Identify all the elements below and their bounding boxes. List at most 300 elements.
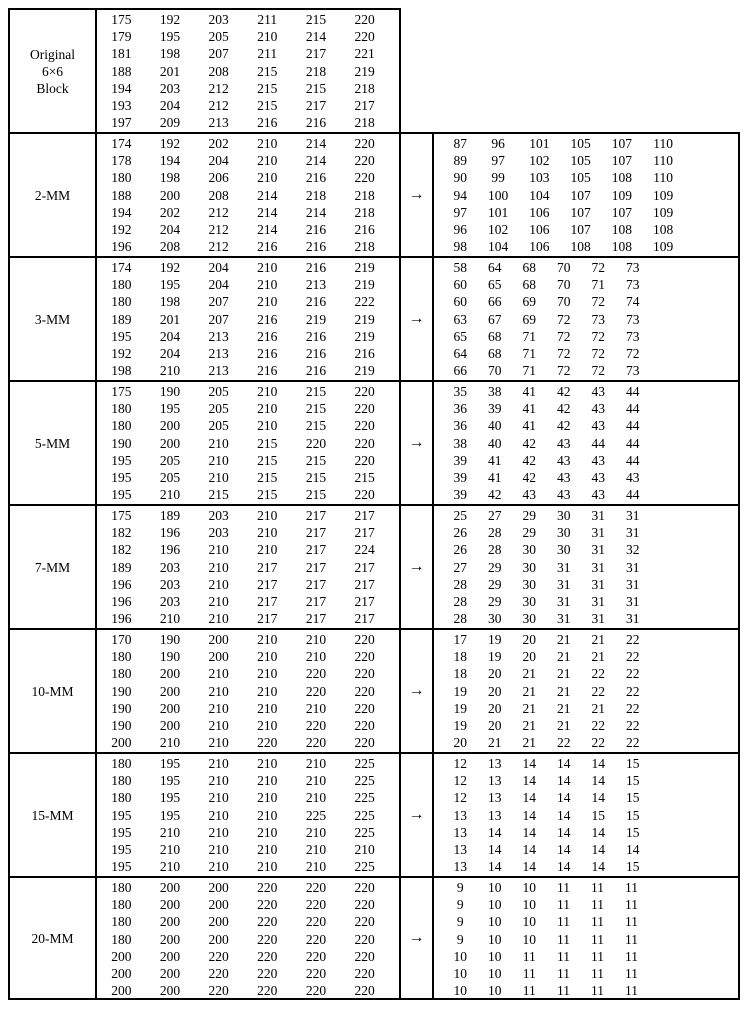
pixel-value-cell: 19 bbox=[453, 683, 467, 699]
right-arrow-icon: → bbox=[408, 682, 425, 699]
pixel-value-cell: 69 bbox=[522, 294, 536, 310]
pixel-value-cell: 20 bbox=[453, 735, 467, 751]
matrix-row bbox=[443, 807, 650, 824]
pixel-value-cell: 43 bbox=[591, 487, 605, 503]
pixel-value-cell: 43 bbox=[557, 435, 571, 451]
matrix-row bbox=[443, 507, 650, 524]
pixel-value-cell: 180 bbox=[111, 880, 132, 895]
pixel-value-cell: 203 bbox=[208, 12, 229, 27]
pixel-value-cell: 14 bbox=[557, 824, 571, 840]
pixel-value-cell: 220 bbox=[354, 718, 375, 734]
pixel-value-cell: 194 bbox=[111, 80, 132, 96]
pixel-value-cell: 30 bbox=[557, 508, 571, 523]
pixel-value-cell: 42 bbox=[522, 470, 536, 486]
pixel-value-cell: 210 bbox=[208, 842, 229, 858]
pixel-value-cell: 220 bbox=[305, 931, 327, 947]
pixel-value-cell: 215 bbox=[305, 401, 327, 417]
pixel-value-cell: 210 bbox=[159, 611, 181, 627]
pixel-value-cell: 106 bbox=[529, 222, 550, 238]
pixel-value-cell: 44 bbox=[626, 435, 640, 451]
pixel-value-cell: 217 bbox=[305, 98, 327, 114]
pixel-value-cell: 15 bbox=[626, 859, 640, 875]
pixel-value-cell: 210 bbox=[208, 824, 229, 840]
matrix-row bbox=[443, 400, 650, 417]
pixel-value-cell: 68 bbox=[488, 328, 502, 344]
pixel-value-cell: 220 bbox=[354, 948, 375, 964]
pixel-value-cell: 174 bbox=[111, 136, 132, 151]
pixel-value-cell: 11 bbox=[591, 948, 604, 964]
pixel-value-cell: 10 bbox=[453, 948, 467, 964]
pixel-value-cell: 205 bbox=[159, 470, 181, 486]
pixel-value-cell: 217 bbox=[257, 576, 278, 592]
pixel-value-cell: 28 bbox=[453, 611, 467, 627]
pixel-value-cell: 41 bbox=[488, 452, 502, 468]
pixel-value-cell: 109 bbox=[653, 204, 674, 220]
pixel-value-cell: 195 bbox=[111, 487, 132, 503]
pixel-value-cell: 215 bbox=[257, 435, 278, 451]
pixel-value-cell: 10 bbox=[488, 931, 502, 947]
matrix-row bbox=[97, 700, 389, 717]
pixel-value-cell: 203 bbox=[208, 525, 229, 541]
matrix-row bbox=[97, 858, 389, 875]
pixel-value-cell: 22 bbox=[626, 718, 640, 734]
matrix-row bbox=[443, 755, 650, 772]
pixel-value-cell: 216 bbox=[257, 363, 278, 379]
pixel-value-cell: 68 bbox=[522, 277, 536, 293]
pixel-value-cell: 200 bbox=[159, 948, 181, 964]
pixel-value-cell: 97 bbox=[491, 153, 505, 169]
original-values-block bbox=[97, 10, 401, 132]
pixel-value-cell: 217 bbox=[305, 611, 327, 627]
pixel-value-cell: 210 bbox=[305, 773, 327, 789]
pixel-value-cell: 21 bbox=[557, 632, 571, 647]
pixel-value-cell: 195 bbox=[159, 756, 181, 771]
matrix-row bbox=[97, 982, 389, 998]
matrix-row bbox=[443, 824, 650, 841]
pixel-value-cell: 210 bbox=[257, 718, 278, 734]
pixel-value-cell: 204 bbox=[208, 153, 229, 169]
pixel-value-cell: 200 bbox=[111, 735, 132, 751]
arrow-cell bbox=[401, 878, 434, 998]
pixel-value-cell: 210 bbox=[208, 773, 229, 789]
pixel-value-cell: 210 bbox=[257, 859, 278, 875]
pixel-value-cell: 103 bbox=[529, 170, 550, 186]
pixel-value-cell: 11 bbox=[557, 983, 570, 998]
matrix-row bbox=[443, 311, 650, 328]
pixel-value-cell: 31 bbox=[557, 576, 571, 592]
pixel-value-cell: 21 bbox=[557, 666, 571, 682]
pixel-value-cell: 68 bbox=[488, 346, 502, 362]
left-value-matrix bbox=[97, 755, 389, 875]
pixel-value-cell: 210 bbox=[208, 735, 229, 751]
pixel-value-cell: 217 bbox=[305, 46, 327, 62]
pixel-value-cell: 216 bbox=[257, 115, 278, 131]
matrix-row bbox=[443, 648, 650, 665]
pixel-value-cell: 110 bbox=[653, 136, 673, 151]
matrix-row bbox=[443, 789, 650, 806]
pixel-value-cell: 175 bbox=[111, 12, 132, 27]
pixel-value-cell: 220 bbox=[354, 632, 375, 647]
right-value-matrix bbox=[443, 879, 649, 998]
pixel-value-cell: 43 bbox=[522, 487, 536, 503]
pixel-value-cell: 210 bbox=[305, 790, 327, 806]
pixel-value-cell: 105 bbox=[570, 153, 591, 169]
pixel-value-cell: 106 bbox=[529, 239, 550, 255]
pixel-value-cell: 214 bbox=[257, 222, 278, 238]
pixel-value-cell: 195 bbox=[111, 859, 132, 875]
pixel-value-cell: 188 bbox=[111, 63, 132, 79]
pixel-value-cell: 21 bbox=[488, 735, 502, 751]
pixel-value-cell: 15 bbox=[626, 773, 640, 789]
pixel-value-cell: 210 bbox=[257, 807, 278, 823]
block-label bbox=[10, 10, 97, 132]
pixel-value-cell: 11 bbox=[625, 897, 638, 913]
pixel-value-cell: 195 bbox=[111, 842, 132, 858]
right-value-matrix bbox=[443, 631, 650, 751]
right-arrow-icon: → bbox=[408, 929, 425, 946]
pixel-value-cell: 210 bbox=[257, 773, 278, 789]
matrix-row bbox=[97, 648, 389, 665]
pixel-value-cell: 210 bbox=[257, 384, 278, 399]
pixel-value-cell: 20 bbox=[488, 718, 502, 734]
pixel-value-cell: 220 bbox=[208, 983, 229, 998]
matrix-row bbox=[443, 204, 684, 221]
pixel-value-cell: 210 bbox=[159, 363, 181, 379]
pixel-value-cell: 10 bbox=[453, 983, 467, 998]
pixel-value-cell: 218 bbox=[354, 204, 375, 220]
pixel-value-cell: 22 bbox=[626, 700, 640, 716]
pixel-value-cell: 220 bbox=[305, 683, 327, 699]
original-values-block bbox=[97, 506, 401, 628]
pixel-value-cell: 11 bbox=[625, 983, 638, 998]
pixel-value-cell: 9 bbox=[456, 897, 464, 913]
pixel-value-cell: 108 bbox=[653, 222, 674, 238]
pixel-value-cell: 22 bbox=[591, 718, 605, 734]
pixel-value-cell: 11 bbox=[557, 914, 570, 930]
pixel-value-cell: 225 bbox=[354, 756, 375, 771]
pixel-value-cell: 200 bbox=[159, 983, 181, 998]
row-group-20-mm bbox=[8, 876, 740, 1000]
pixel-value-cell: 29 bbox=[522, 525, 536, 541]
arrow-cell bbox=[401, 134, 434, 256]
block-label-line: 10-MM bbox=[31, 683, 74, 699]
pixel-value-cell: 19 bbox=[488, 649, 502, 665]
matrix-row bbox=[443, 221, 684, 238]
pixel-value-cell: 198 bbox=[159, 46, 181, 62]
pixel-value-cell: 65 bbox=[488, 277, 502, 293]
pixel-value-cell: 216 bbox=[305, 260, 327, 275]
matrix-row bbox=[97, 11, 389, 28]
matrix-row bbox=[443, 559, 650, 576]
pixel-value-cell: 43 bbox=[557, 452, 571, 468]
pixel-value-cell: 190 bbox=[159, 649, 181, 665]
pixel-value-cell: 210 bbox=[208, 542, 229, 558]
block-label bbox=[10, 630, 97, 752]
pixel-value-cell: 21 bbox=[557, 683, 571, 699]
pixel-value-cell: 203 bbox=[159, 80, 181, 96]
pixel-value-cell: 214 bbox=[305, 29, 327, 45]
pixel-value-cell: 30 bbox=[522, 594, 536, 610]
pixel-value-cell: 210 bbox=[305, 700, 327, 716]
pixel-value-cell: 215 bbox=[208, 487, 229, 503]
pixel-value-cell: 210 bbox=[257, 508, 278, 523]
pixel-value-cell: 69 bbox=[522, 311, 536, 327]
pixel-value-cell: 220 bbox=[354, 29, 375, 45]
original-values-block bbox=[97, 258, 401, 380]
pixel-value-cell: 217 bbox=[354, 576, 375, 592]
pixel-value-cell: 64 bbox=[453, 346, 467, 362]
pixel-value-cell: 43 bbox=[591, 384, 605, 399]
pixel-value-cell: 27 bbox=[488, 508, 502, 523]
matrix-row bbox=[443, 576, 650, 593]
matrix-row bbox=[443, 135, 684, 152]
pixel-value-cell: 108 bbox=[570, 239, 591, 255]
pixel-value-cell: 220 bbox=[354, 384, 375, 399]
pixel-value-cell: 44 bbox=[591, 435, 605, 451]
matrix-row bbox=[97, 187, 389, 204]
pixel-value-cell: 194 bbox=[159, 153, 181, 169]
pixel-value-cell: 109 bbox=[653, 187, 674, 203]
pixel-value-cell: 22 bbox=[626, 649, 640, 665]
pixel-value-cell: 220 bbox=[354, 401, 375, 417]
pixel-value-cell: 217 bbox=[305, 542, 327, 558]
matrix-row bbox=[97, 63, 389, 80]
pixel-value-cell: 44 bbox=[626, 384, 640, 399]
matrix-row bbox=[443, 417, 650, 434]
pixel-value-cell: 190 bbox=[111, 435, 132, 451]
pixel-value-cell: 189 bbox=[159, 508, 181, 523]
pixel-value-cell: 174 bbox=[111, 260, 132, 275]
pixel-value-cell: 11 bbox=[591, 983, 604, 998]
original-values-block bbox=[97, 754, 401, 876]
matrix-row bbox=[97, 435, 389, 452]
matrix-row bbox=[443, 931, 649, 948]
pixel-value-cell: 215 bbox=[305, 12, 327, 27]
pixel-value-cell: 203 bbox=[208, 508, 229, 523]
pixel-value-cell: 42 bbox=[522, 435, 536, 451]
pixel-value-cell: 212 bbox=[208, 80, 229, 96]
pixel-value-cell: 204 bbox=[159, 98, 181, 114]
pixel-value-cell: 210 bbox=[305, 632, 327, 647]
matrix-row bbox=[443, 772, 650, 789]
pixel-value-cell: 25 bbox=[453, 508, 467, 523]
pixel-value-cell: 200 bbox=[159, 897, 181, 913]
matrix-row bbox=[97, 114, 389, 131]
pixel-value-cell: 30 bbox=[522, 542, 536, 558]
pixel-value-cell: 31 bbox=[591, 525, 605, 541]
pixel-value-cell: 73 bbox=[591, 311, 605, 327]
matrix-row bbox=[97, 238, 389, 255]
pixel-value-cell: 200 bbox=[159, 700, 181, 716]
pixel-value-cell: 14 bbox=[591, 773, 605, 789]
arrow-cell bbox=[401, 382, 434, 504]
pixel-value-cell: 180 bbox=[111, 418, 132, 434]
pixel-value-cell: 210 bbox=[257, 756, 278, 771]
pixel-value-cell: 180 bbox=[111, 401, 132, 417]
right-value-matrix bbox=[443, 383, 650, 503]
pixel-value-cell: 216 bbox=[257, 328, 278, 344]
row-group-7-mm bbox=[8, 504, 740, 628]
matrix-row bbox=[97, 755, 389, 772]
pixel-value-cell: 220 bbox=[257, 880, 278, 895]
pixel-value-cell: 210 bbox=[257, 401, 278, 417]
pixel-value-cell: 60 bbox=[453, 294, 467, 310]
pixel-value-cell: 31 bbox=[591, 559, 605, 575]
pixel-value-cell: 218 bbox=[305, 187, 327, 203]
pixel-value-cell: 43 bbox=[591, 470, 605, 486]
pixel-value-cell: 107 bbox=[570, 187, 591, 203]
pixel-value-cell: 72 bbox=[591, 328, 605, 344]
pixel-value-cell: 21 bbox=[522, 666, 536, 682]
pixel-value-cell: 210 bbox=[208, 470, 229, 486]
pixel-value-cell: 220 bbox=[354, 12, 375, 27]
matrix-row bbox=[443, 345, 650, 362]
pixel-value-cell: 205 bbox=[208, 418, 229, 434]
pixel-value-cell: 98 bbox=[453, 239, 467, 255]
pixel-value-cell: 30 bbox=[522, 576, 536, 592]
pixel-value-cell: 31 bbox=[626, 508, 640, 523]
pixel-value-cell: 217 bbox=[305, 525, 327, 541]
pixel-value-cell: 89 bbox=[453, 153, 467, 169]
pixel-value-cell: 41 bbox=[522, 401, 536, 417]
matrix-row bbox=[443, 948, 649, 965]
pixel-value-cell: 100 bbox=[488, 187, 509, 203]
pixel-value-cell: 68 bbox=[522, 260, 536, 275]
pixel-value-cell: 210 bbox=[257, 170, 278, 186]
pixel-value-cell: 102 bbox=[529, 153, 550, 169]
matrix-row bbox=[97, 734, 389, 751]
pixel-value-cell: 11 bbox=[625, 948, 638, 964]
pixel-value-cell: 14 bbox=[488, 824, 502, 840]
pixel-value-cell: 14 bbox=[557, 756, 571, 771]
matrix-row bbox=[443, 486, 650, 503]
pixel-value-cell: 10 bbox=[488, 880, 502, 895]
pixel-value-cell: 210 bbox=[257, 842, 278, 858]
pixel-value-cell: 101 bbox=[529, 136, 550, 151]
pixel-value-cell: 210 bbox=[257, 700, 278, 716]
matrix-row bbox=[97, 772, 389, 789]
pixel-value-cell: 109 bbox=[611, 187, 632, 203]
pixel-value-cell: 41 bbox=[488, 470, 502, 486]
pixel-value-cell: 220 bbox=[354, 931, 375, 947]
pixel-value-cell: 205 bbox=[208, 384, 229, 399]
pixel-value-cell: 220 bbox=[305, 435, 327, 451]
pixel-value-cell: 208 bbox=[159, 239, 181, 255]
pixel-value-cell: 207 bbox=[208, 46, 229, 62]
pixel-value-cell: 220 bbox=[354, 880, 375, 895]
pixel-value-cell: 200 bbox=[159, 914, 181, 930]
quantized-values-block bbox=[434, 134, 738, 256]
pixel-value-cell: 202 bbox=[208, 136, 229, 151]
pixel-value-cell: 15 bbox=[626, 756, 640, 771]
pixel-value-cell: 101 bbox=[488, 204, 509, 220]
pixel-value-cell: 217 bbox=[354, 508, 375, 523]
pixel-value-cell: 196 bbox=[159, 542, 181, 558]
pixel-value-cell: 220 bbox=[257, 983, 278, 998]
matrix-row bbox=[443, 524, 650, 541]
pixel-value-cell: 219 bbox=[305, 311, 327, 327]
quantized-values-block bbox=[434, 754, 738, 876]
pixel-value-cell: 215 bbox=[305, 384, 327, 399]
pixel-value-cell: 14 bbox=[591, 790, 605, 806]
pixel-value-cell: 220 bbox=[208, 966, 229, 982]
pixel-value-cell: 58 bbox=[453, 260, 467, 275]
pixel-value-cell: 220 bbox=[354, 452, 375, 468]
pixel-value-cell: 42 bbox=[488, 487, 502, 503]
pixel-value-cell: 220 bbox=[354, 683, 375, 699]
block-label-line: 6×6 bbox=[41, 63, 64, 79]
pixel-value-cell: 44 bbox=[626, 452, 640, 468]
pixel-value-cell: 200 bbox=[208, 632, 229, 647]
pixel-value-cell: 205 bbox=[159, 452, 181, 468]
pixel-value-cell: 64 bbox=[488, 260, 502, 275]
pixel-value-cell: 210 bbox=[257, 136, 278, 151]
pixel-value-cell: 217 bbox=[257, 594, 278, 610]
matrix-row bbox=[97, 913, 389, 930]
pixel-value-cell: 210 bbox=[257, 153, 278, 169]
pixel-value-cell: 31 bbox=[557, 611, 571, 627]
matrix-row bbox=[97, 45, 389, 62]
matrix-row bbox=[443, 541, 650, 558]
block-label-line: 7-MM bbox=[34, 559, 71, 575]
pixel-value-cell: 195 bbox=[159, 790, 181, 806]
pixel-value-cell: 200 bbox=[159, 718, 181, 734]
pixel-value-cell: 31 bbox=[591, 542, 605, 558]
pixel-value-cell: 210 bbox=[208, 611, 229, 627]
pixel-value-cell: 175 bbox=[111, 508, 132, 523]
matrix-row bbox=[97, 541, 389, 558]
pixel-value-cell: 13 bbox=[488, 807, 502, 823]
pixel-value-cell: 31 bbox=[626, 525, 640, 541]
matrix-row bbox=[97, 259, 389, 276]
pixel-value-cell: 210 bbox=[208, 452, 229, 468]
pixel-value-cell: 26 bbox=[453, 525, 467, 541]
matrix-row bbox=[97, 276, 389, 293]
pixel-value-cell: 110 bbox=[653, 153, 673, 169]
pixel-value-cell: 196 bbox=[159, 525, 181, 541]
pixel-value-cell: 200 bbox=[159, 966, 181, 982]
pixel-value-cell: 213 bbox=[208, 346, 229, 362]
block-label-line: 3-MM bbox=[34, 311, 71, 327]
matrix-row bbox=[443, 700, 650, 717]
pixel-value-cell: 218 bbox=[354, 80, 375, 96]
pixel-value-cell: 220 bbox=[305, 948, 327, 964]
pixel-value-cell: 72 bbox=[591, 346, 605, 362]
right-arrow-icon: → bbox=[408, 558, 425, 575]
matrix-row bbox=[443, 435, 650, 452]
pixel-value-cell: 220 bbox=[354, 487, 375, 503]
pixel-value-cell: 220 bbox=[305, 735, 327, 751]
pixel-value-cell: 29 bbox=[488, 594, 502, 610]
pixel-value-cell: 182 bbox=[111, 525, 132, 541]
pixel-value-cell: 21 bbox=[557, 649, 571, 665]
pixel-value-cell: 213 bbox=[208, 115, 229, 131]
right-arrow-icon: → bbox=[408, 434, 425, 451]
pixel-value-cell: 73 bbox=[626, 363, 640, 379]
left-value-matrix bbox=[97, 11, 389, 131]
right-arrow-icon: → bbox=[408, 186, 425, 203]
quantized-values-block bbox=[434, 506, 738, 628]
block-label bbox=[10, 382, 97, 504]
pixel-value-cell: 200 bbox=[159, 931, 181, 947]
pixel-value-cell: 200 bbox=[111, 966, 132, 982]
pixel-value-cell: 21 bbox=[522, 735, 536, 751]
pixel-value-cell: 71 bbox=[522, 328, 536, 344]
pixel-value-cell: 10 bbox=[488, 948, 502, 964]
pixel-value-cell: 200 bbox=[159, 683, 181, 699]
pixel-value-cell: 217 bbox=[354, 98, 375, 114]
pixel-value-cell: 195 bbox=[159, 807, 181, 823]
